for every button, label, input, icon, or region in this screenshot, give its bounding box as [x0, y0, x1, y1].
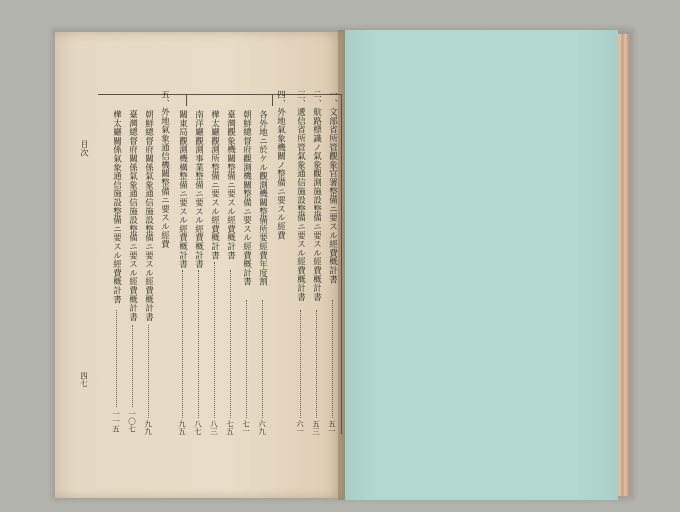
toc-page-number: 五一 — [327, 420, 337, 435]
toc-entry: 關東局觀測機構整備ニ要スル經費概計書 — [177, 110, 188, 269]
toc-page-number: 七五 — [225, 420, 235, 435]
running-header: 目次 — [80, 140, 89, 157]
toc-page-number: 九九 — [143, 420, 153, 435]
toc-page-number: 六九 — [257, 420, 267, 435]
right-page-blank — [345, 30, 618, 500]
toc-page-number: 六一 — [295, 420, 305, 435]
toc-entry: 各外地ニ於ケル觀測機關整備所要經費年度割 — [257, 110, 268, 286]
leader-dots — [214, 262, 215, 418]
toc-section-heading: 五、外地氣象通信機關整備ニ要スル經費 — [159, 90, 170, 249]
leader-dots — [116, 310, 117, 407]
leader-dots — [300, 310, 301, 418]
leader-dots — [246, 300, 247, 418]
toc-entry: 南洋廳觀測事業整備ニ要スル經費概計書 — [193, 110, 204, 269]
leader-dots — [182, 270, 183, 418]
toc-entry: 臺灣總督府關係氣象通信施設整備ニ要スル經費概計書 — [127, 110, 138, 322]
toc-entry: 臺灣觀象機關整備ニ要スル經費概計書 — [225, 110, 236, 260]
toc-section-heading: 四、外地氣象機關ノ整備ニ要スル經費 — [275, 90, 286, 240]
section-divider-rule — [186, 94, 187, 106]
toc-entry: 一、文部省所管觀象官署整備ニ要スル經費概計書 — [327, 90, 338, 284]
toc-page-number: 九五 — [177, 420, 187, 435]
toc-entry: 樺太廳關係氣象通信施設整備ニ要スル經費概計書 — [111, 110, 122, 304]
leader-dots — [230, 270, 231, 418]
section-divider-rule — [272, 94, 273, 106]
leader-dots — [132, 325, 133, 407]
toc-entry: 朝鮮總督府關係氣象通信施設整備ニ要スル經費概計書 — [143, 110, 154, 322]
leader-dots — [316, 310, 317, 418]
toc-page-number: 七一 — [241, 420, 251, 435]
toc-page-number: 五三 — [311, 420, 321, 435]
toc-page-number: 一一五 — [111, 410, 121, 433]
toc-page-number: 八三 — [209, 420, 219, 435]
folio-number: 四七 — [79, 372, 89, 387]
toc-entry: 二、航路標識ノ氣象觀測施設整備ニ要スル經費概計書 — [311, 90, 322, 302]
leader-dots — [332, 300, 333, 418]
toc-entry: 三、遞信省所管氣象通信施設整備ニ要スル經費概計書 — [295, 90, 306, 302]
toc-entry: 樺太廳觀測所整備ニ要スル經費概計書 — [209, 110, 220, 260]
page-edge — [627, 34, 629, 496]
toc-page-number: 一〇七 — [127, 410, 137, 433]
toc-page-number: 八七 — [193, 420, 203, 435]
leader-dots — [198, 270, 199, 418]
leader-dots — [262, 300, 263, 418]
toc-right-rule — [341, 94, 342, 434]
toc-entry: 朝鮮總督府觀測機關整備ニ要スル經費概計書 — [241, 110, 252, 286]
leader-dots — [148, 325, 149, 418]
